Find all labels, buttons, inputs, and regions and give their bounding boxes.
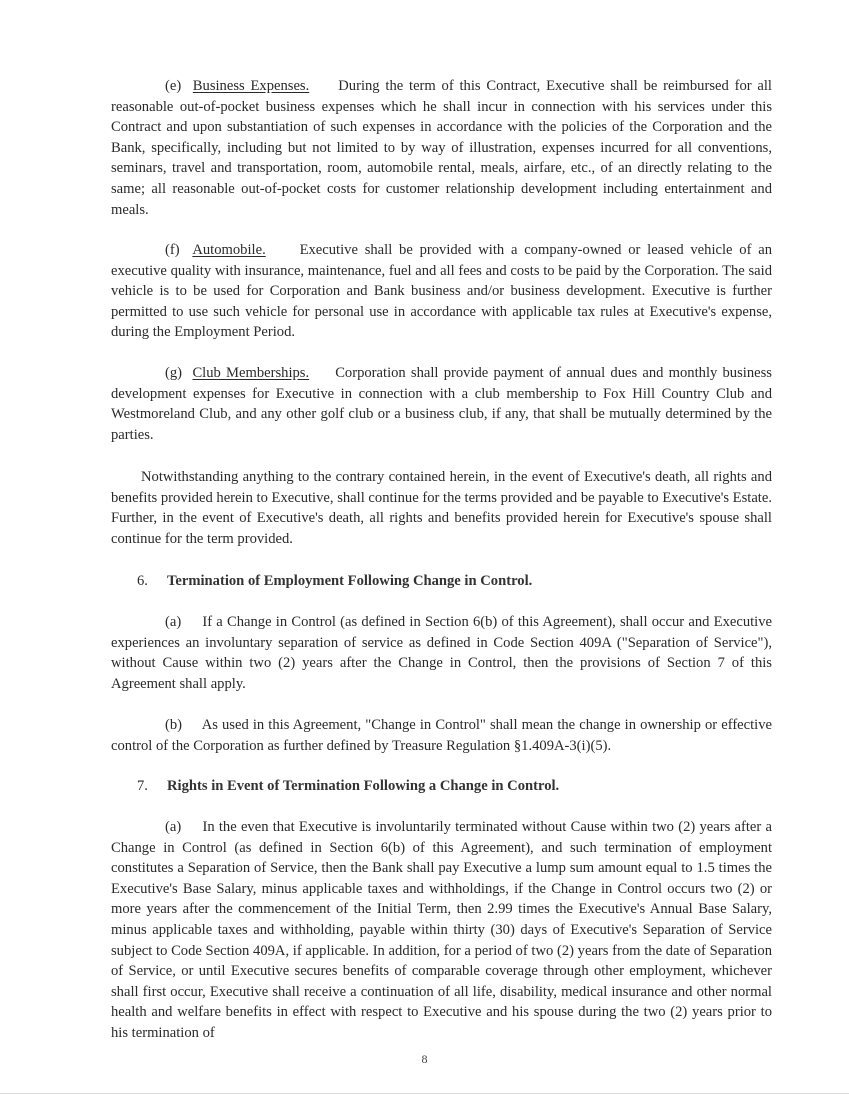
clause-label-g: (g) — [165, 365, 183, 381]
clause-label-f: (f) — [165, 242, 180, 258]
page-number: 8 — [421, 1052, 428, 1066]
clause-label-7a: (a) — [165, 819, 182, 835]
section-7-number: 7. — [137, 778, 148, 794]
paragraph-6b — [111, 715, 772, 756]
section-7-heading — [137, 776, 777, 796]
paragraph-club-memberships — [111, 363, 772, 445]
clause-label-6b: (b) — [165, 717, 183, 733]
clause-title-club-memberships: Club Memberships. — [192, 365, 310, 381]
clause-text-automobile: Executive shall be provided with a company-owned or leased vehicle of an executive quality with insurance, maintenance, fuel and all fees and costs to be paid by the Corporation. The said vehicle is to be used for Corporation and Bank business and/or business development. Executive is further permitted to use such vehicle for personal use in accordance with applicable tax rules at Executive's expense, during the Employment Period. — [111, 242, 772, 341]
section-6-title: Termination of Employment Following Change in Control. — [167, 573, 533, 589]
paragraph-business-expenses — [111, 76, 772, 220]
section-6-number: 6. — [137, 573, 148, 589]
paragraph-notwithstanding — [111, 467, 772, 549]
notwithstanding-text: Notwithstanding anything to the contrary contained herein, in the event of Executive's death, all rights and benefits provided herein to Executive, shall continue for the terms provided and be payable to Executive's Estate. Further, in the event of Executive's death, all rights and benefits provided herein for Executive's spouse shall continue for the term provided. — [111, 469, 772, 547]
clause-title-automobile: Automobile. — [192, 242, 266, 258]
paragraph-7a — [111, 817, 772, 1044]
clause-text-6a: If a Change in Control (as defined in Section 6(b) of this Agreement), shall occur and Executive experiences an involuntary separation of service as defined in Code Section 409A ("Separation of Service"), without Cause within two (2) years after the Change in Control, then the provisions of Section 7 of this Agreement shall apply. — [111, 614, 772, 692]
section-7-title: Rights in Event of Termination Following a Change in Control. — [167, 778, 560, 794]
clause-text-club-memberships: Corporation shall provide payment of annual dues and monthly business development expenses for Executive in connection with a club membership to Fox Hill Country Club and Westmoreland Club, and any other golf club or a business club, if any, that shall be mutually determined by the parties. — [111, 365, 772, 443]
clause-label-e: (e) — [165, 78, 182, 94]
paragraph-automobile — [111, 240, 772, 343]
clause-text-7a: In the even that Executive is involuntarily terminated without Cause within two (2) years after a Change in Control (as defined in Section 6(b) of this Agreement), and such termination of employment constitutes a Separation of Service, then the Bank shall pay Executive a lump sum amount equal to 1.5 times the Executive's Base Salary, minus applicable taxes and withholdings, if the Change in Control occurs two (2) or more years after the commencement of the Initial Term, then 2.99 times the Executive's Annual Base Salary, minus applicable taxes and withholding, payable within thirty (30) days of Executive's Separation of Service subject to Code Section 409A, if applicable. In addition, for a period of two (2) years from the date of Separation of Service, or until Executive secures benefits of comparable coverage through other employment, whichever shall first occur, Executive shall receive a continuation of all life, disability, medical insurance and other normal health and welfare benefits in effect with respect to Executive and his spouse during the two (2) years prior to his termination of — [111, 819, 772, 1041]
clause-text-6b: As used in this Agreement, "Change in Control" shall mean the change in ownership or effective control of the Corporation as further defined by Treasure Regulation §1.409A-3(i)(5). — [111, 717, 773, 754]
clause-title-business-expenses: Business Expenses. — [192, 78, 310, 94]
clause-text-business-expenses: During the term of this Contract, Executive shall be reimbursed for all reasonable out-of-pocket business expenses which he shall incur in connection with his services under this Contract and upon substantiation of such expenses in accordance with the policies of the Corporation and the Bank, specifically, including but not limited to by way of illustration, expenses incurred for all conventions, seminars, travel and transportation, room, automobile rental, meals, airfare, etc., of an directly relating to the same; all reasonable out-of-pocket costs for customer relationship development including entertainment and meals. — [111, 78, 772, 218]
section-6-heading — [137, 571, 777, 591]
page-bottom-divider — [0, 1093, 849, 1094]
clause-label-6a: (a) — [165, 614, 182, 630]
paragraph-6a — [111, 612, 772, 694]
